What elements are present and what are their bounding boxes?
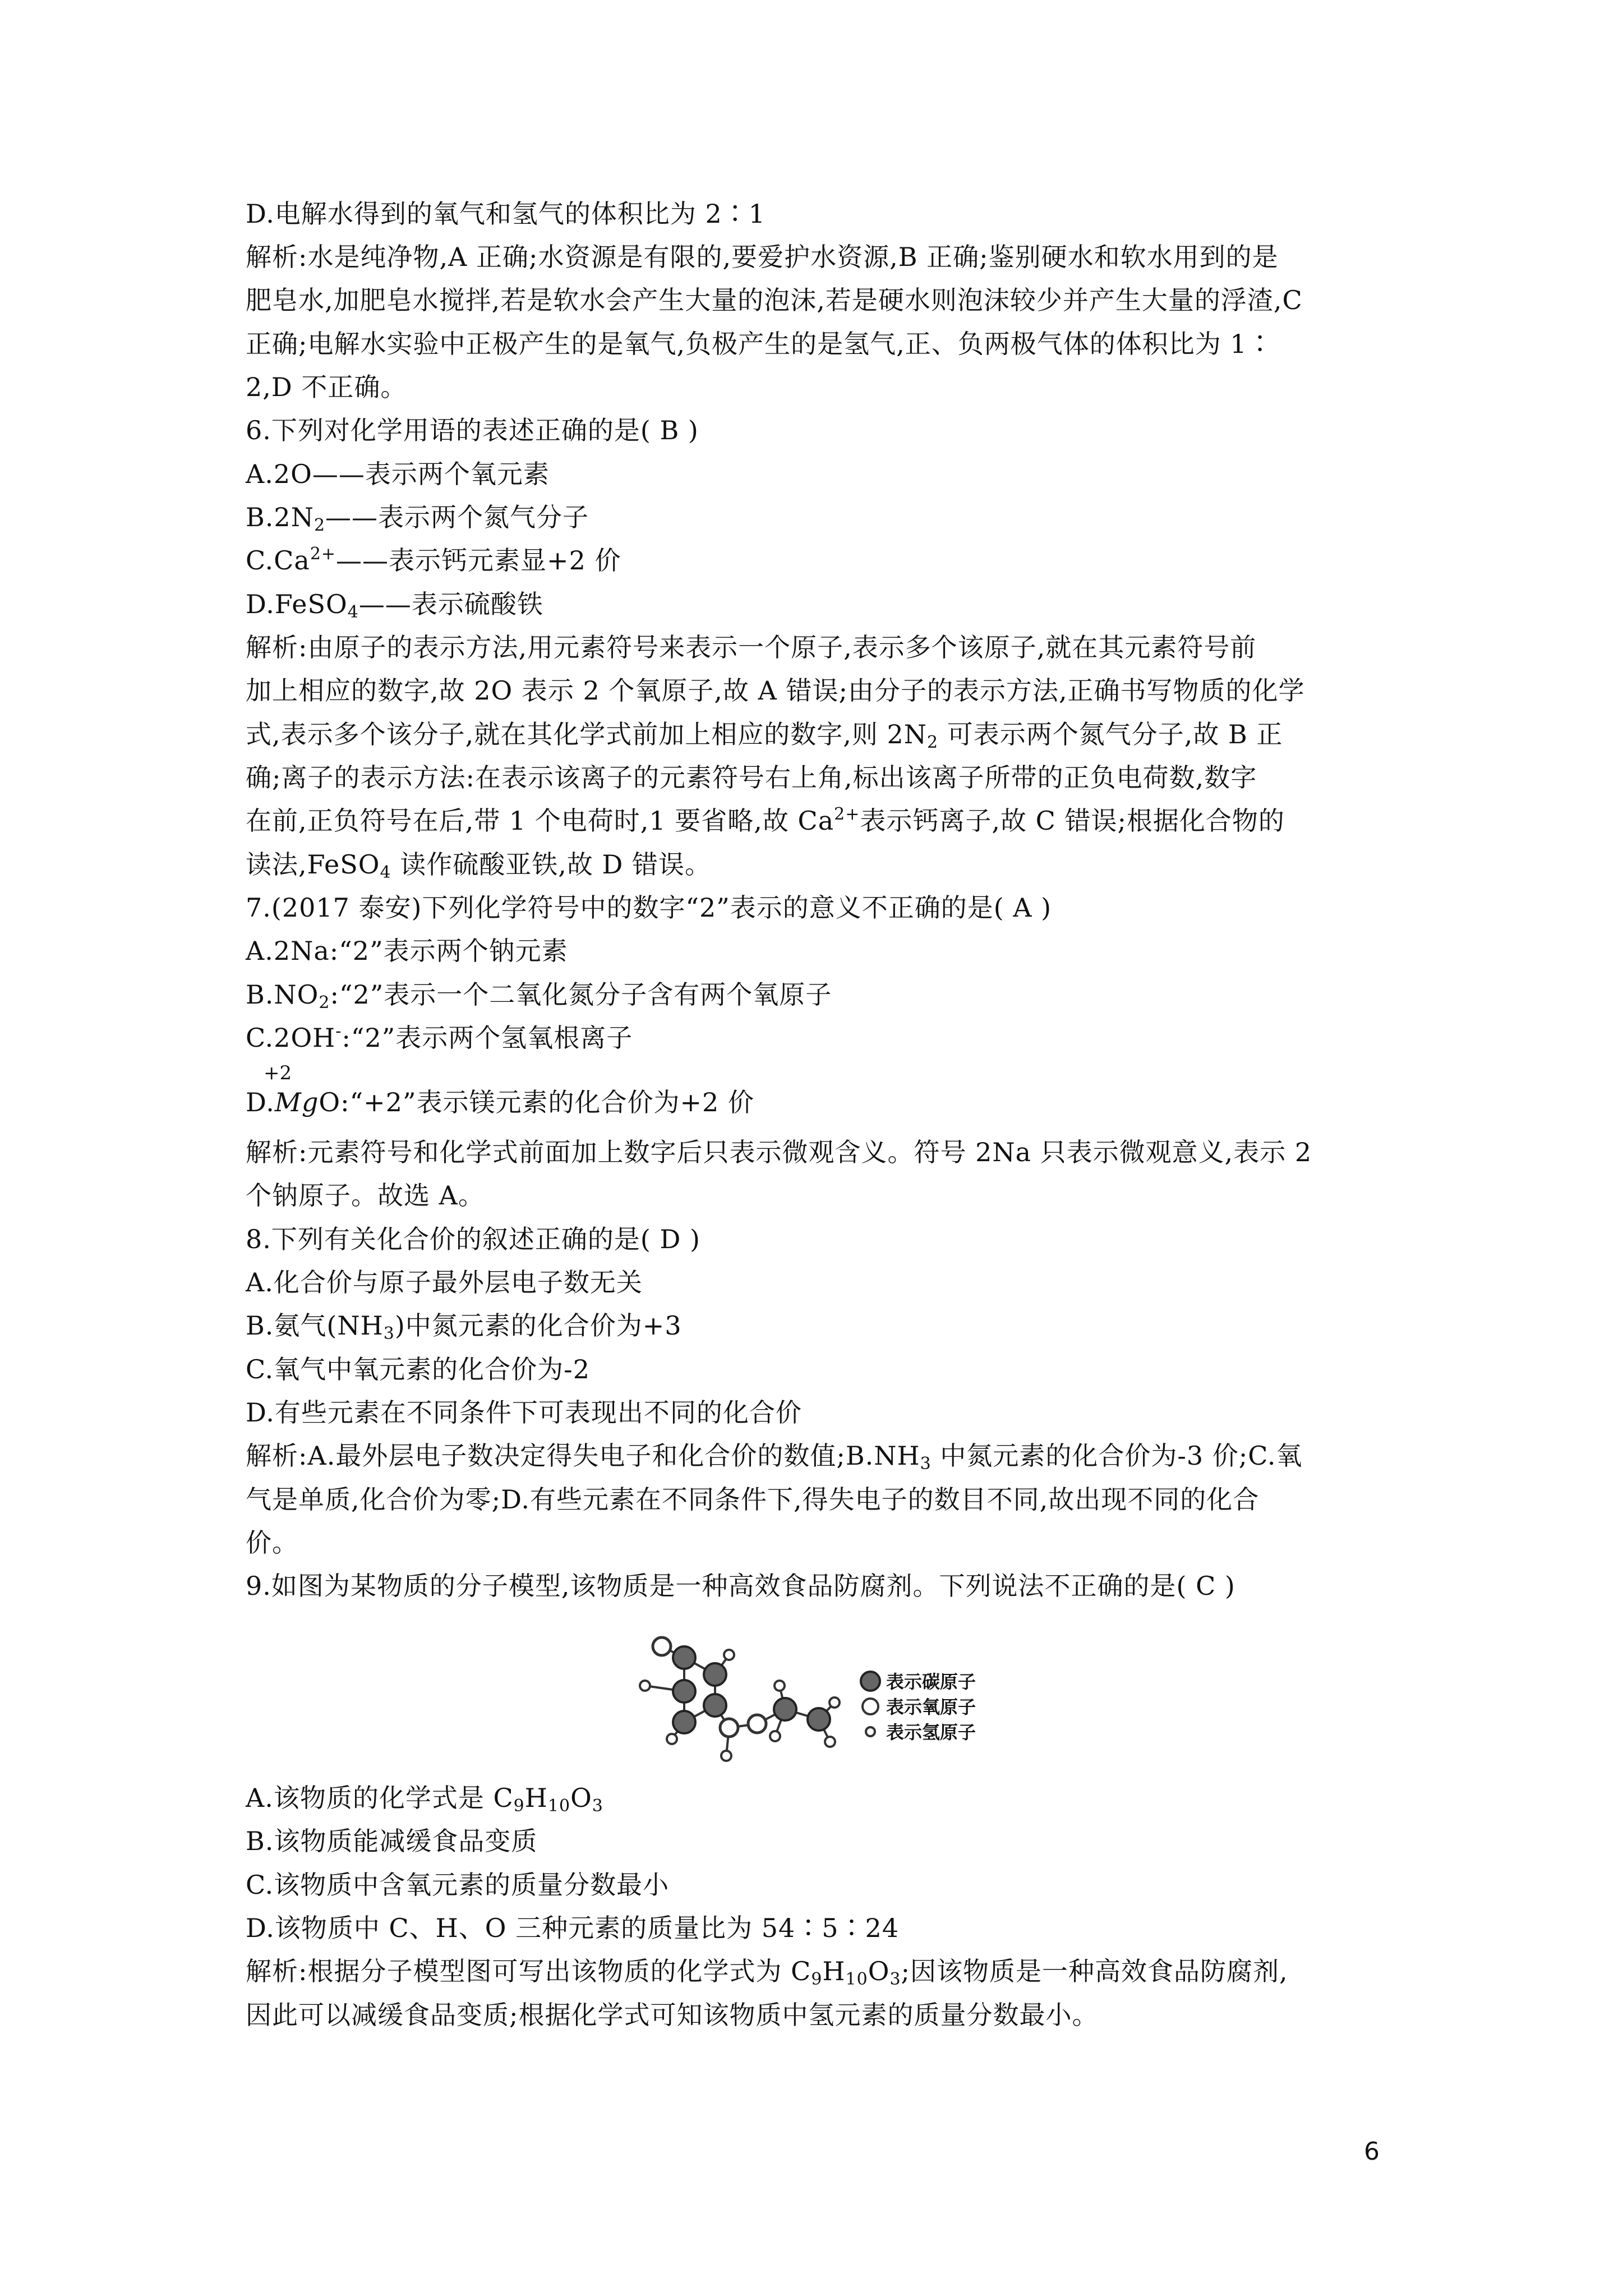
q5-explanation-line-3: 正确;电解水实验中正极产生的是氧气,负极产生的是氢气,正、负两极气体的体积比为 1∶: [246, 329, 1274, 359]
carbon-atom: [673, 1711, 695, 1733]
q9-option-d: D.该物质中 C、H、O 三种元素的质量比为 54∶5∶24: [246, 1913, 900, 1943]
hydrogen-atom: [829, 1697, 840, 1708]
hydrogen-atom: [774, 1681, 785, 1691]
q8-explanation-line-2: 气是单质,化合价为零;D.有些元素在不同条件下,得失电子的数目不同,故出现不同的化合: [246, 1484, 1260, 1515]
q8-explanation-line-1: 解析:A.最外层电子数决定得失电子和化合价的数值$;B.NH_3$ 中氮元素的化合价为-3 价;C.氧: [246, 1441, 1303, 1474]
legend-carbon-label: 表示碳原子: [886, 1671, 976, 1692]
q8-option-d: D.有些元素在不同条件下可表现出不同的化合价: [246, 1397, 802, 1428]
q6-stem: 6.下列对化学用语的表述正确的是( B ): [246, 415, 699, 445]
q9-option-b: B.该物质能减缓食品变质: [246, 1826, 538, 1856]
carbon-atom: [704, 1663, 726, 1686]
q5-explanation-line-1: 解析:水是纯净物,A 正确;水资源是有限的,要爱护水资源,B 正确;鉴别硬水和软水用到的是: [246, 242, 1279, 272]
legend: [861, 1671, 976, 1743]
q5-explanation-line-2: 肥皂水,加肥皂水搅拌,若是软水会产生大量的泡沫,若是硬水则泡沫较少并产生大量的浮渣,C: [246, 285, 1303, 315]
carbon-atom: [774, 1698, 796, 1720]
q6-explanation-line-3: 式,表示多个该分子,就在其化学式前加上相应的数字,则 $2N_2$ 可表示两个氮气分子,故 B 正: [246, 719, 1283, 752]
q6-explanation-line-4: 确;离子的表示方法:在表示该离子的元素符号右上角,标出该离子所带的正负电荷数,数字: [246, 762, 1257, 793]
q7-stem: 7.(2017 泰安)下列化学符号中的数字“2”表示的意义不正确的是( A ): [246, 892, 1052, 923]
hydrogen-atom: [770, 1731, 780, 1741]
q9-option-a: A.该物质的化学式是 $C_9H_{10}O_3$: [246, 1783, 603, 1816]
q6-option-b: $B.2N_2——$表示两个氮气分子: [246, 502, 589, 535]
hydrogen-atom: [724, 1650, 734, 1660]
legend-oxygen-label: 表示氧原子: [886, 1696, 976, 1718]
q7-option-a: A.2Na:“2”表示两个钠元素: [246, 936, 568, 966]
carbon-atom: [704, 1694, 726, 1717]
legend-oxygen-marker: [863, 1699, 878, 1714]
q6-option-c: $C.Ca^{2+}——$表示钙元素显+2 价: [246, 544, 621, 576]
q9-explanation-line-1: 解析:根据分子模型图可写出该物质的化学式为 $C_9H_{10}O_3$;因该物质是一种高效食品防腐剂,: [246, 1956, 1288, 1989]
q9-option-c: C.该物质中含氧元素的质量分数最小: [246, 1870, 670, 1900]
oxygen-atom-3: [748, 1715, 766, 1733]
q8-option-a: A.化合价与原子最外层电子数无关: [246, 1267, 643, 1297]
q6-explanation-line-1: 解析:由原子的表示方法,用元素符号来表示一个原子,表示多个该原子,就在其元素符号前: [246, 632, 1257, 662]
carbon-atom: [673, 1680, 695, 1703]
legend-hydrogen-label: 表示氢原子: [886, 1722, 976, 1743]
page-number: 6: [1364, 2137, 1380, 2166]
legend-hydrogen-marker: [866, 1727, 875, 1736]
valence-mark: +2: [264, 1062, 292, 1084]
q8-option-c: C.氧气中氧元素的化合价为-2: [246, 1354, 590, 1384]
hydrogen-atom: [721, 1751, 731, 1761]
q6-option-a: A.2O——表示两个氧元素: [246, 459, 550, 489]
hydrogen-atom: [667, 1734, 677, 1744]
q6-explanation-line-5: 在前,正负符号在后,带 1 个电荷时,1 要省略,故 $Ca^{2+}$表示钙离子,故 C 错误;根据化合物的: [246, 804, 1285, 836]
legend-carbon-marker: [861, 1672, 880, 1691]
oxygen-atom-1: [653, 1637, 671, 1655]
q7-explanation-line-1: 解析:元素符号和化学式前面加上数字后只表示微观含义。符号 2Na 只表示微观意义,表示 2: [246, 1137, 1312, 1167]
molecule-model-figure: [628, 1624, 1009, 1770]
q8-option-b: B.氨气$(NH_3)$中氮元素的化合价为+3: [246, 1310, 682, 1343]
oxygen-atom-2: [720, 1719, 738, 1737]
q7-option-b: $B.NO_2:“2$”表示一个二氧化氮分子含有两个氧原子: [246, 979, 832, 1013]
q9-stem: 9.如图为某物质的分子模型,该物质是一种高效食品防腐剂。下列说法不正确的是( C ): [246, 1571, 1235, 1601]
carbon-atom: [673, 1646, 695, 1669]
q7-explanation-line-2: 个钠原子。故选 A。: [246, 1180, 485, 1211]
q8-explanation-line-3: 价。: [246, 1527, 298, 1558]
q8-stem: 8.下列有关化合价的叙述正确的是( D ): [246, 1224, 700, 1254]
carbon-atom: [808, 1708, 830, 1731]
q7-option-c: C.2OH-:“2”表示两个氢氧根离子: [246, 1022, 633, 1053]
q5-option-d: D.电解水得到的氧气和氢气的体积比为 2∶1: [246, 199, 766, 229]
q6-option-d: D.FeSO$_4$——表示硫酸铁: [246, 589, 543, 622]
hydrogen-atom: [640, 1681, 650, 1691]
q9-explanation-line-2: 因此可以减缓食品变质;根据化学式可知该物质中氢元素的质量分数最小。: [246, 2000, 1099, 2030]
q5-explanation-line-4: 2,D 不正确。: [246, 372, 407, 402]
q6-explanation-line-6: 读法,FeSO$_4$ 读作硫酸亚铁,故 D 错误。: [246, 849, 711, 882]
q7-option-d: D.MgO:“+2”表示镁元素的化合价为+2 价: [246, 1087, 754, 1117]
q6-explanation-line-2: 加上相应的数字,故 2O 表示 2 个氧原子,故 A 错误;由分子的表示方法,正确书写物质的化学: [246, 675, 1305, 706]
hydrogen-atom: [825, 1737, 835, 1747]
